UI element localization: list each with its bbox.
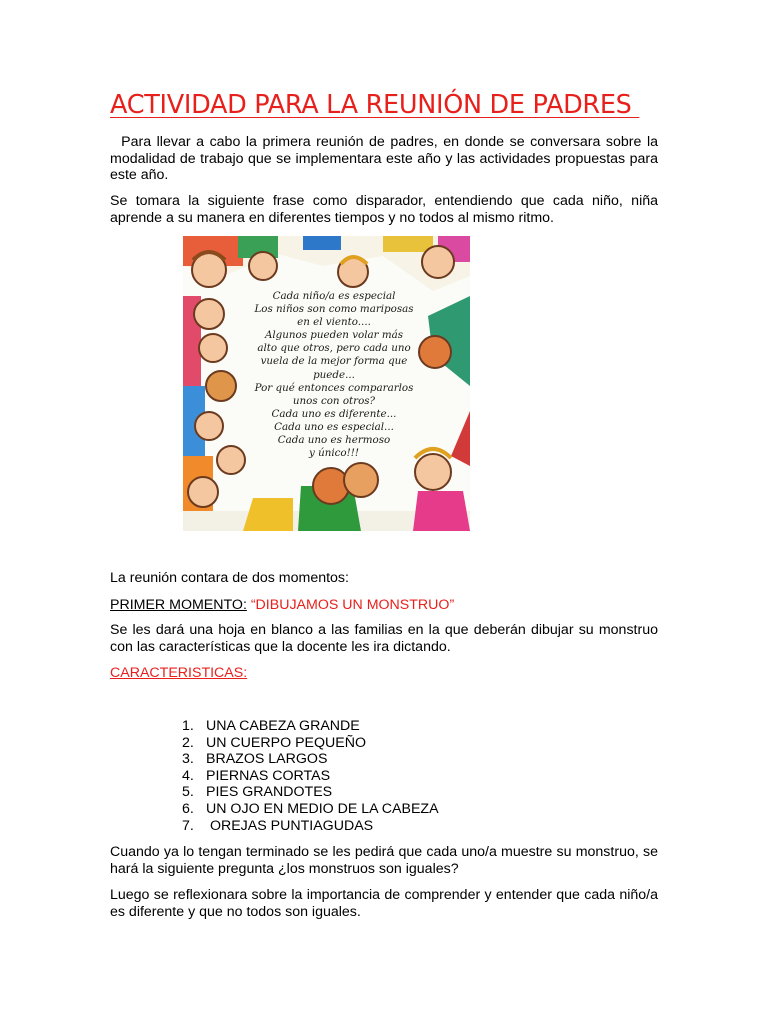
- list-item: 6. UN OJO EN MEDIO DE LA CABEZA: [182, 800, 439, 817]
- poem-line: puede...: [313, 368, 355, 381]
- poem-line: Cada uno es hermoso: [277, 434, 391, 447]
- poem-line: Cada uno es diferente...: [271, 407, 397, 420]
- poem-line: Cada niño/a es especial: [272, 290, 396, 302]
- document-title: ACTIVIDAD PARA LA REUNIÓN DE PADRES: [110, 90, 640, 120]
- primer-momento-label: PRIMER MOMENTO:: [110, 597, 247, 613]
- list-item: 2. UN CUERPO PEQUEÑO: [182, 734, 367, 751]
- primer-momento-heading: [110, 597, 454, 613]
- list-item: 7. OREJAS PUNTIAGUDAS: [182, 817, 374, 834]
- poem-line: Por qué entonces compararlos: [254, 381, 414, 394]
- poem-text: [239, 290, 429, 460]
- primer-momento-name: “DIBUJAMOS UN MONSTRUO”: [246, 597, 455, 613]
- momentos-line: La reunión contara de dos momentos:: [110, 570, 349, 586]
- fourth-paragraph: Cuando ya lo tengan terminado se les pedirá que cada uno/a muestre su monstruo, se hará la siguiente pregunta ¿los monstruos son iguales?: [110, 844, 658, 877]
- poem-line: en el viento....: [297, 316, 371, 329]
- intro-paragraph: Para llevar a cabo la primera reunión de padres, en donde se conversara sobre la modalidad de trabajo que se implementara este año y las actividades propuestas para este año.: [110, 134, 662, 183]
- poem-line: alto que otros, pero cada uno: [257, 342, 411, 355]
- third-paragraph: Se les dará una hoja en blanco a las familias en la que deberán dibujar su monstruo con las características que la docente les ira dictando.: [110, 622, 658, 655]
- fifth-paragraph: Luego se reflexionara sobre la importancia de comprender y entender que cada niño/a es diferente y que no todos son iguales.: [110, 887, 658, 920]
- children-poem-illustration: [183, 236, 470, 531]
- second-paragraph: Se tomara la siguiente frase como disparador, entendiendo que cada niño, niña aprende a su manera en diferentes tiempos y no todos al mismo ritmo.: [110, 193, 658, 226]
- caracteristicas-heading: CARACTERISTICAS:: [110, 665, 248, 681]
- list-item: 3. BRAZOS LARGOS: [182, 751, 328, 768]
- list-item: 4. PIERNAS CORTAS: [182, 767, 331, 784]
- poem-line: Los niños son como mariposas: [254, 303, 414, 316]
- poem-line: y único!!!: [308, 447, 360, 460]
- poem-line: Algunos pueden volar más: [264, 329, 404, 342]
- list-item: 1. UNA CABEZA GRANDE: [182, 718, 360, 734]
- poem-line: vuela de la mejor forma que: [260, 355, 408, 368]
- poem-line: Cada uno es especial...: [274, 420, 394, 433]
- caracteristicas-list: [182, 718, 439, 834]
- list-item: 5. PIES GRANDOTES: [182, 784, 333, 801]
- poem-line: unos con otros?: [292, 394, 376, 407]
